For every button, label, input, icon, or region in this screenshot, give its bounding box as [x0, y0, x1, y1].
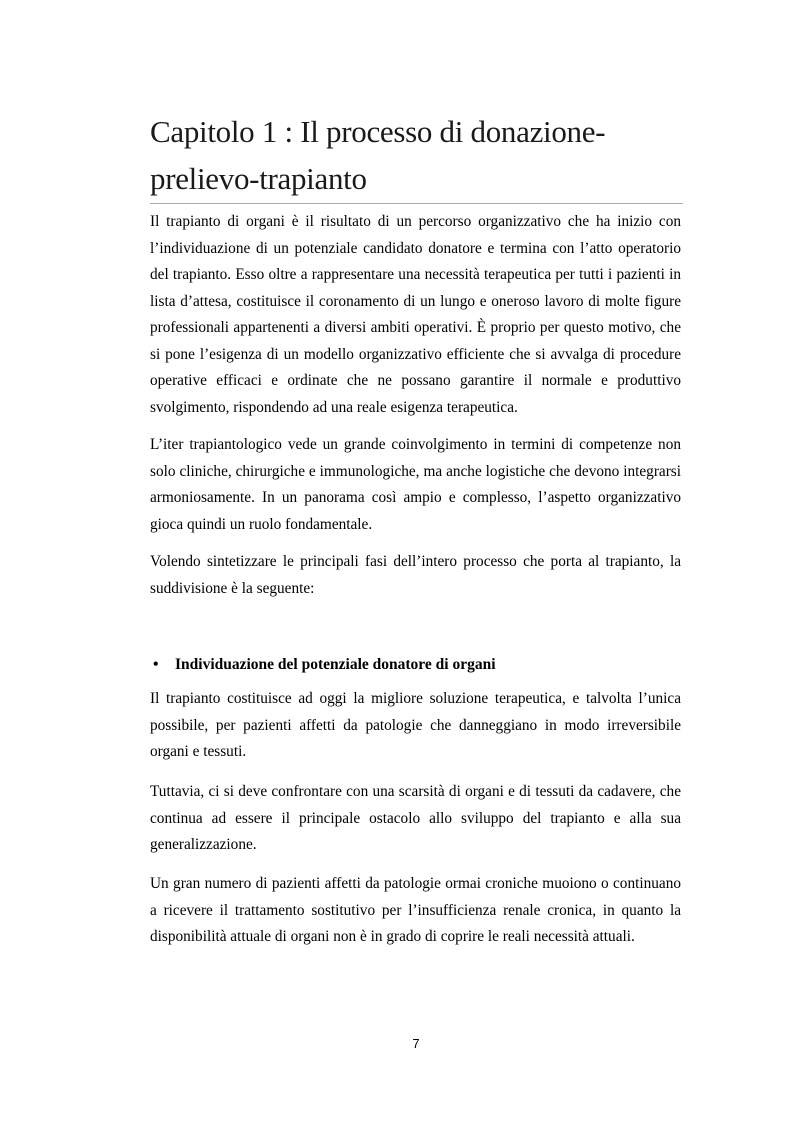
intro-paragraph-1: Il trapianto di organi è il risultato di un percorso organizzativo che ha inizio con l’individuazione di un potenziale candidato donatore e termina con l’atto operatorio del trapianto. Esso oltre a rappresentare una necessità terapeutica per tutti i pazienti in lista d’attesa, costituisce il coronamento di un lungo e oneroso lavoro di molte figure professionali appartenenti a diversi ambiti operativi. È proprio per questo motivo, che si pone l’esigenza di un modello organizzativo efficiente che si avvalga di procedure operative efficaci e ordinate che ne possano garantire il normale e produttivo svolgimento, rispondendo ad una reale esigenza terapeutica.	[150, 213, 681, 416]
page-number: 7	[412, 1036, 420, 1051]
section-paragraph-2: Tuttavia, ci si deve confrontare con una scarsità di organi e di tessuti da cadavere, che continua ad essere il principale ostacolo allo sviluppo del trapianto e alla sua generalizzazione.	[150, 783, 681, 853]
bullet-icon: •	[153, 656, 159, 673]
section-paragraph-1: Il trapianto costituisce ad oggi la migliore soluzione terapeutica, e talvolta l’unica possibile, per pazienti affetti da patologie che danneggiano in modo irreversibile organi e tessuti.	[150, 690, 681, 760]
section-paragraph-3: Un gran numero di pazienti affetti da patologie ormai croniche muoiono o continuano a ricevere il trattamento sostitutivo per l’insufficienza renale cronica, in quanto la disponibilità attuale di organi non è in grado di coprire le reali necessità attuali.	[150, 875, 681, 945]
chapter-title: Capitolo 1 : Il processo di donazione-prelievo-trapianto	[150, 114, 606, 196]
intro-paragraph-3: Volendo sintetizzare le principali fasi dell’intero processo che porta al trapianto, la suddivisione è la seguente:	[150, 553, 681, 597]
intro-paragraph-2: L’iter trapiantologico vede un grande coinvolgimento in termini di competenze non solo cliniche, chirurgiche e immunologiche, ma anche logistiche che devono integrarsi armoniosamente. In un panorama così ampio e complesso, l’aspetto organizzativo gioca quindi un ruolo fondamentale.	[150, 436, 681, 533]
section-heading	[150, 651, 681, 678]
title-divider	[150, 203, 683, 204]
section-heading-text: Individuazione del potenziale donatore di organi	[175, 656, 496, 673]
